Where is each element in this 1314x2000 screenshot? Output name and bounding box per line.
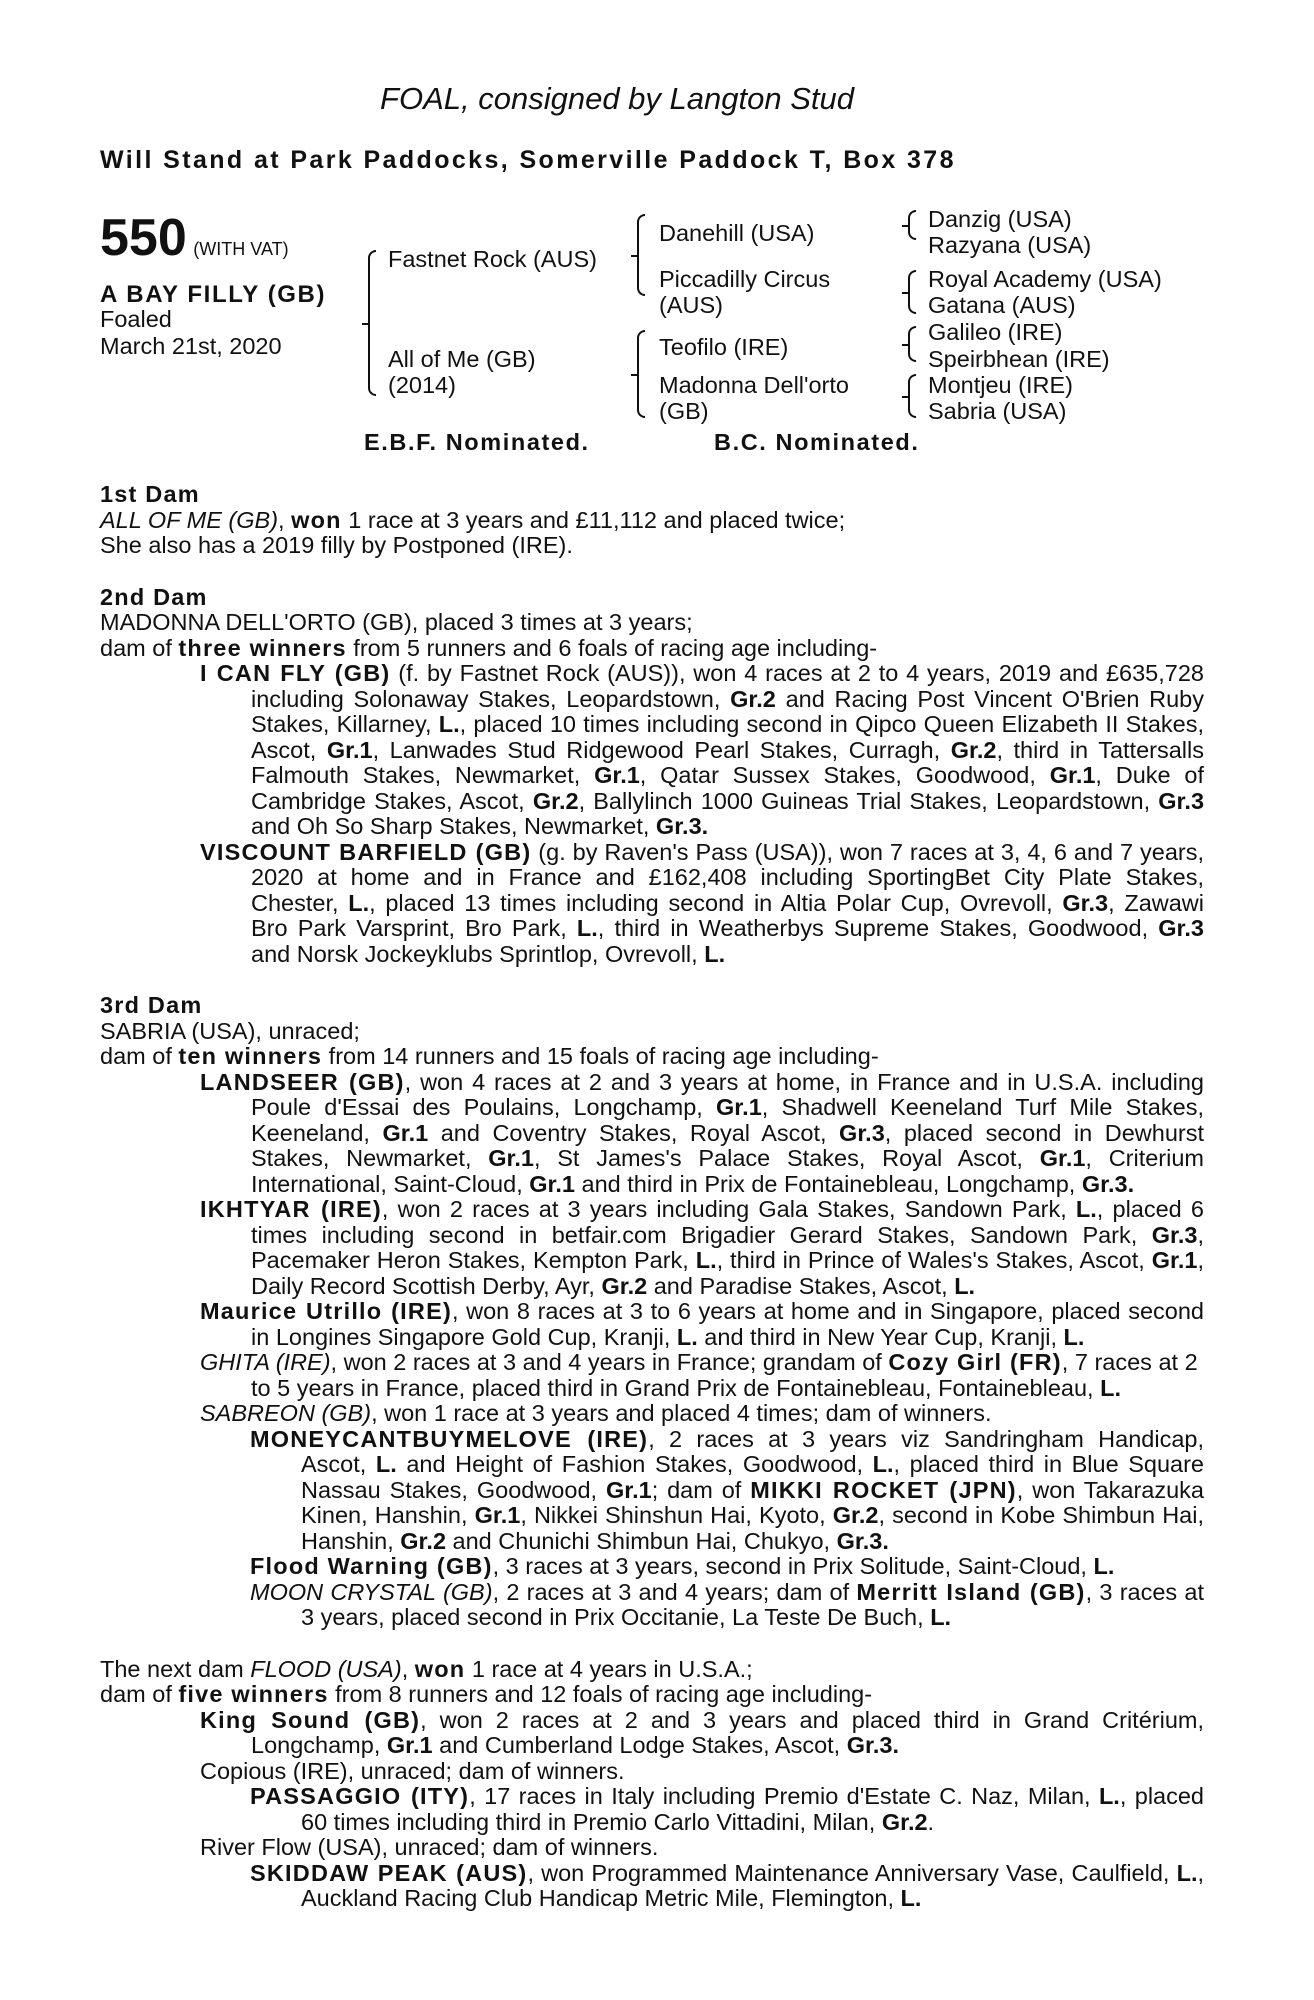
first-dam-note: She also has a 2019 filly by Postponed (IRE). (100, 532, 573, 558)
grade: L. (695, 1247, 717, 1273)
pedigree-brace-sd (908, 270, 916, 314)
text: , placed 6 times including second in betfair.com Brigadier Gerard Stakes, Sandown Park, (251, 1196, 1204, 1248)
third-dam-produce (100, 1044, 1204, 1070)
third-dam-line: SABRIA (USA), unraced; (100, 1017, 360, 1044)
grade: L. (1093, 1553, 1115, 1579)
first-dam-line (100, 508, 1204, 534)
text: , won 2 races at 3 and 4 years in France; grandam of (330, 1349, 889, 1375)
pedigree-dam-dam: Madonna Dell'orto (659, 372, 849, 398)
text: dam of (100, 1681, 179, 1707)
pedigree-sdd: Gatana (AUS) (928, 292, 1076, 318)
pedigree-brace-dd (908, 374, 916, 418)
grade: Gr.1 (326, 736, 373, 763)
grade: Gr.2 (832, 1502, 879, 1528)
won-label: won (414, 1655, 466, 1682)
text: , St James's Palace Stakes, Royal Ascot, (533, 1145, 1040, 1171)
horse-name: Maurice Utrillo (IRE) (200, 1298, 452, 1324)
grade: Gr.1 (382, 1119, 429, 1146)
entry-ikhtyar (100, 1197, 1204, 1299)
grade: L. (348, 889, 370, 916)
text: ; dam of (651, 1476, 751, 1503)
text: , third in Tattersalls Falmouth Stakes, Newmarket, (251, 736, 1204, 788)
grade: L. (1100, 1374, 1122, 1401)
grade: Gr.2 (881, 1808, 928, 1835)
text: , placed second in Dewhurst Stakes, Newmarket, (251, 1119, 1204, 1171)
text: and Cumberland Lodge Stakes, Ascot, (432, 1732, 847, 1758)
text: , won Programmed Maintenance Anniversary Vase, Caulfield, (527, 1859, 1177, 1886)
entry-maurice-utrillo (100, 1299, 1204, 1350)
text: , placed 60 times including third in Premio Carlo Vittadini, Milan, (301, 1783, 1204, 1835)
grade: Gr.3. (1081, 1170, 1135, 1197)
grade: Gr.1 (1039, 1145, 1086, 1171)
pedigree-dsd: Speirbhean (IRE) (928, 346, 1110, 372)
pedigree-brace-main (368, 250, 376, 396)
text: , won 4 races at 2 and 3 years at home, in France and in U.S.A. including Poule d'Essai des Poulains, Longchamp, (251, 1068, 1204, 1120)
text: from 5 runners and 6 foals of racing age including- (346, 634, 878, 661)
lot-number-line (100, 209, 289, 267)
entry-i-can-fly (100, 661, 1204, 840)
text: , 7 races at 2 to 5 years in France, placed third in Grand Prix de Fontainebleau, Fontainebleau, (251, 1349, 1198, 1401)
grade: L. (1098, 1783, 1120, 1809)
horse-name: King Sound (GB) (200, 1706, 421, 1733)
pedigree-sire-sire: Danehill (USA) (659, 220, 815, 246)
pedigree-dds: Montjeu (IRE) (928, 372, 1073, 398)
location-heading: Will Stand at Park Paddocks, Somerville Paddock T, Box 378 (100, 146, 956, 174)
grade: L. (900, 1885, 922, 1911)
pedigree-body (100, 482, 1204, 1912)
horse-name: PASSAGGIO (ITY) (250, 1783, 470, 1809)
entry-moneycantbuymelove (100, 1427, 1204, 1555)
entry-landseer (100, 1070, 1204, 1198)
grade: L. (576, 915, 598, 941)
grade: Gr.3 (1151, 1221, 1198, 1248)
text: , placed 13 times including second in Altia Polar Cup, Ovrevoll, (369, 889, 1063, 916)
pedigree-dam-year: (2014) (388, 372, 456, 398)
grade: Gr.3. (655, 813, 709, 839)
horse-name: VISCOUNT BARFIELD (GB) (200, 838, 532, 865)
horse-name: MOON CRYSTAL (GB) (250, 1578, 493, 1605)
grade: L. (375, 1451, 397, 1477)
winners-count: ten winners (178, 1043, 323, 1069)
text: and Racing Post Vincent O'Brien Ruby Stakes, Killarney, (251, 685, 1204, 737)
grade: L. (1063, 1323, 1085, 1350)
text: , 2 races at 3 years viz Sandringham Handicap, Ascot, (301, 1425, 1204, 1477)
text: , won Takarazuka Kinen, Hanshin, (301, 1476, 1204, 1528)
entry-ghita (100, 1350, 1204, 1401)
text: and Oh So Sharp Stakes, Newmarket, (251, 813, 656, 839)
text: from 8 runners and 12 foals of racing age including- (328, 1681, 873, 1707)
horse-name: IKHTYAR (IRE) (200, 1196, 382, 1222)
grade: Gr.3 (839, 1119, 885, 1146)
text: , Zawawi Bro Park Varsprint, Bro Park, (251, 889, 1204, 941)
sep: , (278, 506, 292, 533)
consignment-heading: FOAL, consigned by Langton Stud (380, 81, 854, 116)
text: , 2 races at 3 and 4 years; dam of (492, 1578, 857, 1605)
grade: Gr.3 (1158, 915, 1204, 941)
horse-name: Merritt Island (GB) (856, 1578, 1086, 1605)
bc-nomination: B.C. Nominated. (714, 429, 920, 455)
grade: Gr.1 (1049, 762, 1096, 788)
lot-number: 550 (100, 209, 187, 267)
text: , 3 races at 3 years, second in Prix Solitude, Saint-Cloud, (492, 1553, 1094, 1579)
grade: Gr.1 (529, 1170, 575, 1197)
text: 1 race at 4 years in U.S.A.; (465, 1655, 753, 1682)
grade: Gr.2 (601, 1272, 648, 1299)
text: , 17 races in Italy including Premio d'Estate C. Naz, Milan, (469, 1783, 1099, 1809)
grade: L. (872, 1451, 894, 1477)
first-dam-title: 1st Dam (100, 481, 200, 507)
grade: Gr.3 (1158, 787, 1205, 814)
grade: L. (438, 711, 460, 737)
text: , placed 10 times including second in Qipco Queen Elizabeth II Stakes, Ascot, (251, 711, 1205, 763)
pedigree-ssd: Razyana (USA) (928, 232, 1092, 258)
grade: L. (676, 1323, 698, 1350)
text: and Height of Fashion Stakes, Goodwood, (396, 1451, 873, 1477)
text: , 3 races at 3 years, placed second in Prix Occitanie, La Teste De Buch, (301, 1578, 1204, 1630)
winners-count: three winners (178, 634, 347, 661)
foaled-label: Foaled (100, 306, 172, 332)
pedigree-dam-sire: Teofilo (IRE) (659, 334, 789, 360)
text: , Lanwades Stud Ridgewood Pearl Stakes, Curragh, (372, 736, 951, 763)
text: , won 8 races at 3 to 6 years at home and in Singapore, placed second in Longines Singapore Gold Cup, Kranji, (251, 1298, 1204, 1350)
horse-name: GHITA (IRE) (200, 1349, 331, 1375)
winners-count: five winners (178, 1681, 329, 1707)
text: , placed third in Blue Square Nassau Stakes, Goodwood, (301, 1451, 1204, 1503)
pedigree-brace-sire (637, 214, 645, 296)
grade: Gr.2 (400, 1527, 447, 1554)
text: , won 2 races at 3 years including Gala Stakes, Sandown Park, (381, 1196, 1076, 1222)
grade: Gr.2 (730, 685, 776, 712)
entry-viscount-barfield (100, 840, 1204, 968)
next-dam-line (100, 1657, 1204, 1683)
text: from 14 runners and 15 foals of racing age including- (322, 1043, 879, 1069)
grade: Gr.1 (1151, 1247, 1198, 1273)
pedigree-dss: Galileo (IRE) (928, 319, 1063, 345)
pedigree-dam: All of Me (GB) (388, 346, 536, 372)
pedigree-dam-dam-country: (GB) (659, 398, 709, 424)
grade: Gr.2 (532, 787, 579, 814)
grade: Gr.2 (950, 736, 997, 763)
grade: L. (954, 1272, 976, 1299)
text: , Daily Record Scottish Derby, Ayr, (251, 1247, 1204, 1299)
second-dam-title: 2nd Dam (100, 583, 208, 610)
horse-name: I CAN FLY (GB) (200, 660, 391, 686)
text: , (401, 1655, 415, 1682)
entry-skiddaw-peak (100, 1861, 1204, 1912)
lot-title: A BAY FILLY (GB) (100, 281, 327, 308)
grade: Gr.1 (386, 1732, 433, 1758)
text: , third in Weatherbys Supreme Stakes, Goodwood, (597, 915, 1159, 941)
horse-name: MIKKI ROCKET (JPN) (750, 1476, 1017, 1503)
grade: L. (1075, 1196, 1097, 1222)
horse-name: Cozy Girl (FR) (888, 1349, 1062, 1375)
horse-name: FLOOD (USA) (250, 1655, 402, 1682)
text: , Nikkei Shinshun Hai, Kyoto, (520, 1502, 833, 1528)
pedigree-sss: Danzig (USA) (928, 206, 1072, 232)
entry-king-sound (100, 1708, 1204, 1759)
text: dam of (100, 634, 179, 661)
text: , Duke of Cambridge Stakes, Ascot, (251, 762, 1204, 814)
text: , Ballylinch 1000 Guineas Trial Stakes, Leopardstown, (578, 787, 1159, 814)
text: and Norsk Jockeyklubs Sprintlop, Ovrevoll, (251, 940, 705, 967)
entry-river-flow: River Flow (USA), unraced; dam of winners. (200, 1834, 659, 1860)
text: , won 1 race at 3 years and placed 4 times; dam of winners. (371, 1400, 992, 1426)
entry-flood-warning (100, 1554, 1204, 1580)
text: , Pacemaker Heron Stakes, Kempton Park, (251, 1221, 1204, 1273)
pedigree-sire-dam-country: (AUS) (659, 292, 723, 318)
text: , Auckland Racing Club Handicap Metric Mile, Flemington, (301, 1859, 1205, 1911)
pedigree-sire: Fastnet Rock (AUS) (388, 246, 597, 272)
text: , second in Kobe Shimbun Hai, Hanshin, (301, 1502, 1205, 1554)
second-dam-produce (100, 636, 1204, 662)
pedigree-ddd: Sabria (USA) (928, 398, 1067, 424)
first-dam-won: won (291, 506, 342, 533)
foaled-date: March 21st, 2020 (100, 333, 282, 359)
pedigree-sds: Royal Academy (USA) (928, 266, 1162, 292)
text: , won 2 races at 2 and 3 years and placed third in Grand Critérium, Longchamp, (251, 1706, 1204, 1758)
pedigree-brace-dam (637, 330, 645, 418)
text: dam of (100, 1043, 179, 1069)
grade: Gr.3 (1062, 889, 1109, 916)
horse-name: SABREON (GB) (200, 1400, 372, 1426)
entry-sabreon (100, 1401, 1204, 1427)
second-dam-line: MADONNA DELL'ORTO (GB), placed 3 times at 3 years; (100, 609, 693, 635)
pedigree-brace-ds (908, 326, 916, 362)
horse-name: SKIDDAW PEAK (AUS) (250, 1859, 528, 1886)
next-dam-produce (100, 1682, 1204, 1708)
text: The next dam (100, 1655, 251, 1682)
grade: Gr.1 (474, 1502, 521, 1528)
horse-name: Flood Warning (GB) (250, 1553, 493, 1579)
text: and Paradise Stakes, Ascot, (647, 1272, 955, 1299)
text: , Qatar Sussex Stakes, Goodwood, (639, 762, 1050, 788)
grade: Gr.1 (488, 1145, 534, 1171)
text: and third in New Year Cup, Kranji, (697, 1323, 1064, 1350)
first-dam-name: ALL OF ME (GB) (100, 506, 279, 533)
grade: Gr.1 (716, 1094, 762, 1120)
text: , Criterium International, Saint-Cloud, (251, 1145, 1205, 1197)
grade: L. (704, 940, 726, 967)
grade: L. (1176, 1859, 1198, 1886)
text: (g. by Raven's Pass (USA)), won 7 races at 3, 4, 6 and 7 years, 2020 at home and in France and £162,408 including SportingBet City Plate Stakes, Chester, (251, 838, 1204, 916)
text: , third in Prince of Wales's Stakes, Ascot, (716, 1247, 1152, 1273)
pedigree-brace-ss (908, 210, 916, 240)
grade: Gr.1 (594, 762, 640, 788)
ebf-nomination: E.B.F. Nominated. (364, 429, 590, 455)
vat-label: (WITH VAT) (193, 239, 289, 259)
entry-moon-crystal (100, 1580, 1204, 1631)
horse-name: MONEYCANTBUYMELOVE (IRE) (250, 1425, 649, 1452)
grade: Gr.3. (846, 1732, 899, 1758)
grade: Gr.1 (605, 1476, 652, 1503)
grade: L. (930, 1604, 952, 1630)
first-dam-record: 1 race at 3 years and £11,112 and placed twice; (341, 506, 846, 533)
entry-copious: Copious (IRE), unraced; dam of winners. (200, 1757, 625, 1784)
text: (f. by Fastnet Rock (AUS)), won 4 races at 2 to 4 years, 2019 and £635,728 including Solonaway Stakes, Leopardstown, (251, 660, 1204, 712)
text: and Coventry Stakes, Royal Ascot, (428, 1119, 840, 1146)
text: and Chunichi Shimbun Hai, Chukyo, (446, 1527, 837, 1554)
text: , Shadwell Keeneland Turf Mile Stakes, Keeneland, (251, 1094, 1204, 1146)
third-dam-title: 3rd Dam (100, 992, 203, 1018)
text: and third in Prix de Fontainebleau, Longchamp, (574, 1170, 1082, 1197)
text: . (927, 1808, 935, 1835)
pedigree-sire-dam: Piccadilly Circus (659, 266, 831, 292)
grade: Gr.3. (836, 1527, 889, 1554)
entry-passaggio (100, 1784, 1204, 1835)
horse-name: LANDSEER (GB) (200, 1068, 405, 1095)
